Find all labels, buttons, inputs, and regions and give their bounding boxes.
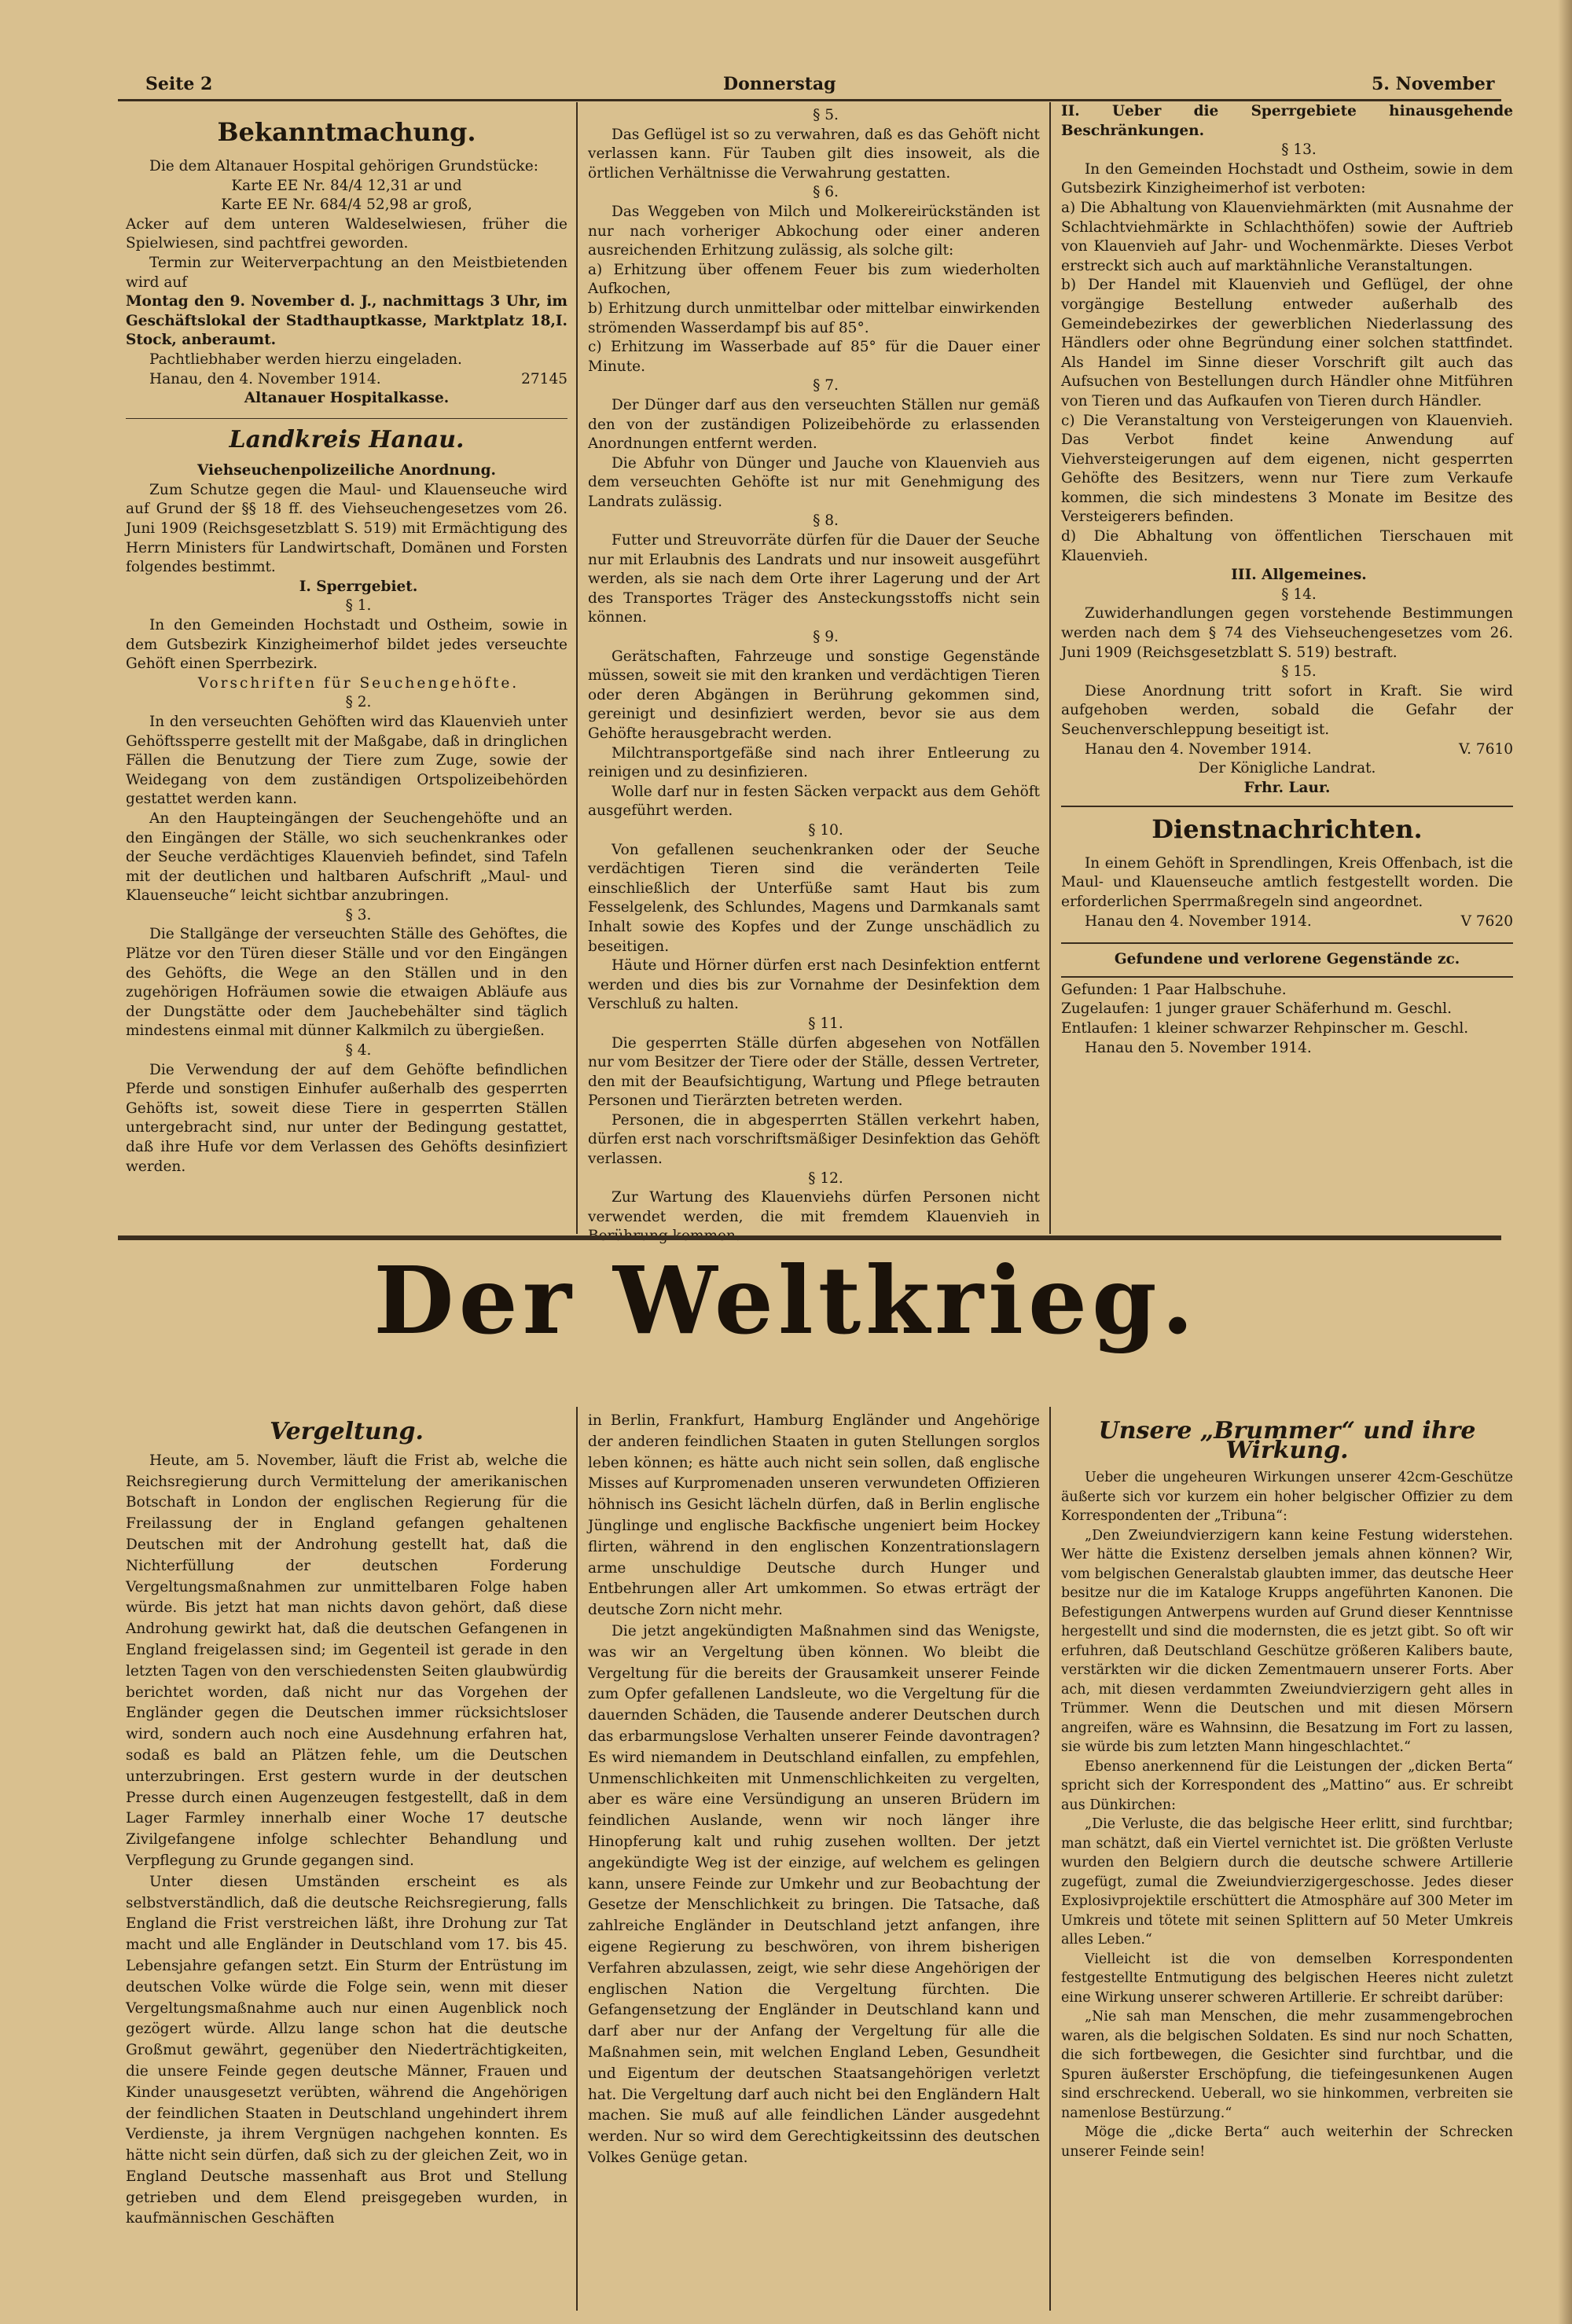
announcement-date: Hanau, den 4. November 1914.	[149, 370, 381, 387]
ordinance-text: Milchtransportgefäße sind nach ihrer Entleerung zu reinigen und zu desinfizieren.	[588, 744, 1040, 781]
lost-found-item: Zugelaufen: 1 junger grauer Schäferhund m. Geschl.	[1061, 1000, 1452, 1018]
ordinance-text: Von gefallenen seuchenkranken oder der Seuche verdächtigen Tieren sind die veränderten Teile einschließlich der Unterfüße samt Haut bis zum Fesselgelenk, des Schlundes, Magens und Darmkanals samt Inhalt sowie des Kopfes und der Zunge unschädlich zu beseitigen.	[588, 841, 1040, 955]
ordinance-text: Gerätschaften, Fahrzeuge und sonstige Gegenstände müssen, soweit sie mit den kranken und verdächtigen Tieren oder deren Abgängen in Berührung gekommen sind, gereinigt und desinfiziert werden, bevor sie aus dem Gehöfte herausgebracht werden.	[588, 648, 1040, 742]
ordinance-text: Häute und Hörner dürfen erst nach Desinfektion entfernt werden und dies bis zur Vornahme der Desinfektion dem Verschluß zu halten.	[588, 957, 1040, 1013]
article-text: Ebenso anerkennend für die Leistungen der „dicken Berta“ spricht sich der Korrespondent des „Mattino“ aus. Er schreibt aus Dünkirchen:	[1061, 1758, 1513, 1813]
ordinance-item: b) Erhitzung durch unmittelbar oder mittelbar einwirkenden strömenden Wasserdampf bis auf 85°.	[588, 299, 1040, 336]
article-text: „Die Verluste, die das belgische Heer erlitt, sind furchtbar; man schätzt, daß ein Viertel vernichtet ist. Die größten Verluste wurden den Belgiern durch die deutsche schwere Artillerie zugefügt, zumal die Zweiundvierzigergeschosse. Jedes dieser Explosivprojektile erschüttert die Atmosphäre auf 300 Meter im Umkreis und tötete mit seinen Splittern auf 50 Meter Umkreis alles Leben.“	[1061, 1816, 1513, 1948]
column-rule	[1049, 102, 1051, 1234]
weekday: Donnerstag	[723, 74, 836, 94]
ordinance-text: In den verseuchten Gehöften wird das Klauenvieh unter Gehöftssperre gestellt mit der Maßgabe, daß in dringlichen Fällen die Benutzung der Tiere zum Zuge, sowie der Weidegang von dem zuständigen Ortspolizeibehörden gestattet werden kann.	[126, 713, 567, 808]
paragraph-number: § 3.	[345, 906, 372, 923]
paragraph-number: § 12.	[808, 1169, 843, 1187]
service-news-title: Dienstnachrichten.	[1151, 813, 1423, 844]
ordinance-text: Die Stallgänge der verseuchten Ställe des Gehöftes, die Plätze vor den Türen dieser Ställe und vor den Eingängen des Gehöfts, die Wege an den Ställen und in den zugehörigen Hofräumen sowie die etwaigen Abläufe aus der Dungstätte oder dem Jauchebehälter sind täglich mindestens einmal mit dünner Kalkmilch zu übergießen.	[126, 926, 567, 1040]
district-title: Landkreis Hanau.	[229, 426, 465, 454]
page-number: Seite 2	[145, 74, 213, 94]
article-title: Vergeltung.	[270, 1418, 424, 1445]
announcement-text: Pachtliebhaber werden hierzu eingeladen.	[149, 351, 462, 368]
ordinance-text: Futter und Streuvorräte dürfen für die Dauer der Seuche nur mit Erlaubnis des Landrats und nur insoweit ausgeführt werden, als sie nach dem Orte ihrer Lagerung und der Art des Transportes Träger des Ansteckungsstoffs nicht sein können.	[588, 532, 1040, 626]
banner-rule	[118, 1235, 1501, 1240]
ordinance-item: a) Die Abhaltung von Klauenviehmärkten (mit Ausnahme der Schlachtviehmärkte in Schlachthöfen) sowie der Auftrieb von Klauenvieh auf Jahr- und Wochenmärkte. Dieses Verbot erstreckt sich auch auf marktähnliche Veranstaltungen.	[1061, 199, 1513, 274]
ordinance-item: a) Erhitzung über offenem Feuer bis zum wiederholten Aufkochen,	[588, 261, 1040, 298]
paragraph-number: § 1.	[345, 597, 372, 615]
ordinance-signature: Der Königliche Landrat.	[1198, 760, 1376, 777]
service-news-text: In einem Gehöft in Sprendlingen, Kreis Offenbach, ist die Maul- und Klauenseuche amtlich festgestellt worden. Die erforderlichen Sperrmaßregeln sind angeordnet.	[1061, 854, 1513, 911]
ordinance-text: Zuwiderhandlungen gegen vorstehende Bestimmungen werden nach dem § 74 des Viehseuchengesetzes vom 26. Juni 1909 (Reichsgesetzblatt S. 519) bestraft.	[1061, 605, 1513, 661]
ordinance-text: Zur Wartung des Klauenviehs dürfen Personen nicht verwendet werden, die mit fremdem Klauenvieh in	[588, 1189, 1040, 1225]
paragraph-number: § 11.	[808, 1015, 843, 1032]
article-text: „Den Zweiundvierzigern kann keine Festung widerstehen. Wer hätte die Existenz derselben jemals ahnen können? Wir, vom belgischen Generalstab glaubten immer, das deutsche Heer besitze nur die im Kataloge Krupps angeführten Kanonen. Die Befestigungen Antwerpens wurden auf Grund dieser Kenntnisse hergestellt und sind die modernsten, die es jetzt gibt. So oft wir erfuhren, daß Deutschland Geschütze größeren Kalibers baute, verstärkten wir die dicken Zementmauern unserer Forts. Aber ach, mit diesen verdammten Zweiundvierzigern geht alles in Trümmer. Wenn die Deutschen und mit diesen Mörsern angreifen, wäre es Wahnsinn, die Besatzung im Fort zu lassen, sie würde bis zum letzten Mann hingeschlachtet.“	[1061, 1527, 1513, 1755]
article-title: Unsere „Brummer“ und ihre Wirkung.	[1098, 1417, 1476, 1464]
article-text: Möge die „dicke Berta“ auch weiterhin der Schrecken unserer Feinde sein!	[1061, 2124, 1513, 2160]
column-1	[126, 110, 567, 1230]
ordinance-text: Der Dünger darf aus den verseuchten Ställen nur gemäß den von der zuständigen Polizeibehörde zu erlassenden Anordnungen entfernt werden.	[588, 396, 1040, 453]
announcement-text: Karte EE Nr. 84/4 12,31 ar und	[231, 177, 462, 194]
column-2	[588, 106, 1040, 1230]
article-text: Ueber die ungeheuren Wirkungen unserer 42cm-Geschütze äußerte sich vor kurzem ein hoher belgischer Offizier zu dem Korrespondenten der „Tribuna“:	[1061, 1470, 1513, 1524]
section-heading: I. Sperrgebiet.	[299, 578, 418, 595]
paragraph-number: § 7.	[813, 377, 839, 395]
paragraph-number: § 5.	[813, 107, 839, 123]
ordinance-text: Personen, die in abgesperrten Ställen verkehrt haben, dürfen erst nach vorschriftsmäßiger Desinfektion das Gehöft verlassen.	[588, 1111, 1040, 1168]
lost-found-title: Gefundene und verlorene Gegenstände zc.	[1114, 951, 1460, 968]
war-column-3	[1061, 1411, 1513, 2315]
paragraph-number: § 15.	[1281, 663, 1317, 681]
ordinance-text: Die Abfuhr von Dünger und Jauche von Klauenvieh aus dem verseuchten Gehöfte ist nur mit Genehmigung des Landrats zulässig.	[588, 454, 1040, 510]
announcement-text: Karte EE Nr. 684/4 52,98 ar groß,	[221, 196, 472, 214]
article-text: „Nie sah man Menschen, die mehr zusammengebrochen waren, als die belgischen Soldaten. Es sind nur noch Schatten, die sich fortbewegen, die Gesichter sind furchtbar, und die Spuren äußerster Erschöpfung, die tiefeingesunkenen Augen sind erschreckend. Ueberall, wo sie hinkommen, verbreiten sie namenlose Bestürzung.“	[1061, 2009, 1513, 2121]
column-rule	[576, 102, 578, 1234]
paragraph-number: § 13.	[1281, 141, 1317, 159]
ordinance-text: In den Gemeinden Hochstadt und Ostheim, sowie in dem Gutsbezirk Kinzigheimerhof ist verboten:	[1061, 160, 1513, 197]
announcement-text: Die dem Altanauer Hospital gehörigen Grundstücke:	[149, 158, 538, 174]
paragraph-number: § 4.	[345, 1042, 372, 1059]
column-rule	[576, 1407, 578, 2311]
section-heading: II. Ueber die Sperrgebiete hinausgehende Beschränkungen.	[1061, 103, 1513, 139]
paragraph-number: § 10.	[808, 821, 843, 839]
announcement-text: Acker auf dem unteren Waldeselwiesen, früher die Spielwiesen, sind pachtfrei geworden.	[126, 215, 567, 252]
issue-date: 5. November	[1372, 74, 1495, 94]
article-text: Heute, am 5. November, läuft die Frist ab, welche die Reichsregierung durch Vermittelung der amerikanischen Botschaft in London der englischen Regierung für die Freilassung der in England gefangen gehaltenen Deutschen mit der Androhung gestellt hat, daß die Nichterfüllung der deutschen Forderung Vergeltungsmaßnahmen zur unmittelbaren Folge haben würde. Bis jetzt hat man nichts davon gehört, daß diese Androhung gewirkt hat, daß die deutschen Gefangenen in England freigelassen sind; im Gegenteil ist gerade in den letzten Tagen von den verschiedensten Seiten glaubwürdig berichtet worden, daß nicht nur das Vorgehen der Engländer gegen die Deutschen immer rücksichtsloser wird, sondern auch noch eine Ausdehnung erfahren hat, sodaß es bald an Plätzen fehle, um die Deutschen unterzubringen. Erst gestern wurde in der deutschen Presse durch einen Augenzeugen festgestellt, daß in dem Lager Farmley innerhalb einer Woche 17 deutsche Zivilgefangene infolge schlechter Behandlung und Verpflegung zu Grunde gegangen sind.	[126, 1452, 567, 1869]
paragraph-number: § 8.	[813, 512, 839, 530]
war-banner-title: Der Weltkrieg.	[373, 1246, 1199, 1355]
ordinance-item: d) Die Abhaltung von öffentlichen Tierschauen mit Klauenvieh.	[1061, 528, 1513, 564]
section-heading: Vorschriften für Seuchengehöfte.	[197, 674, 520, 692]
lost-found-item: Gefunden: 1 Paar Halbschuhe.	[1061, 981, 1287, 998]
ordinance-item: c) Die Veranstaltung von Versteigerungen von Klauenvieh. Das Verbot findet keine Anwendung auf Viehversteigerungen auf dem eigenen, nicht gesperrten Gehöfte des Besitzers, wenn nur Tiere zum Verkaufe kommen, die sich mindestens 3 Monate im Besitze des Versteigerers befinden.	[1061, 412, 1513, 526]
service-news-date: Hanau den 4. November 1914.	[1085, 912, 1312, 930]
announcement-title: Bekanntmachung.	[217, 117, 476, 147]
article-text: Die jetzt angekündigten Maßnahmen sind das Wenigste, was wir an Vergeltung üben können. Wo bleibt die Vergeltung für die bereits der Grausamkeit unserer Feinde zum Opfer gefallenen Landsleute, wo die Vergeltung für die dauernden Schäden, die Tausende anderer Deutschen durch das erbarmungslose Verhalten unserer Feinde davontragen? Es wird niemandem in Deutschland einfallen, zu empfehlen, Unmenschlichkeiten mit Unmenschlichkeiten zu vergelten, aber es wäre eine Versündigung an unseren Brüdern im feindlichen Auslande, wenn wir noch länger ihre Hinopferung kalt und ruhig zusehen wollten. Der jetzt angekündigte Weg ist der einzige, auf welchem es gelingen kann, unsere Feinde zur Umkehr und zur Beobachtung der Gesetze der Menschlichkeit zu bringen. Die Tatsache, daß zahlreiche Engländer in Deutschland jetzt anfangen, ihre eigene Regierung zu beschwören, von ihrem bisherigen Verfahren abzulassen, zeigt, wie sehr diese Angehörigen der englischen Nation die Vergeltung fürchten. Die Gefangensetzung der Engländer in Deutschland kann und darf aber nur der Anfang der Vergeltung für alle die Maßnahmen sein, mit welchen England Leben, Gesundheit und Eigentum der deutschen Staatsangehörigen verletzt hat. Die Vergeltung darf auch nicht bei den Engländern Halt machen. Sie muß auf alle feindlichen Länder ausgedehnt werden. Nur so wird dem Gerechtigkeitssinn des deutschen Volkes Genüge getan.	[588, 1622, 1040, 2166]
running-header	[0, 69, 1572, 101]
article-text: Unter diesen Umständen erscheint es als selbstverständlich, daß die deutsche Reichsregierung, falls England die Frist verstreichen läßt, ihre Drohung zur Tat macht und alle Engländer in Deutschland vom 17. bis 45. Lebensjahre gefangen setzt. Ein Sturm der Entrüstung im deutschen Volke würde die Folge sein, wenn mit dieser Vergeltungsmaßnahme auch nur einen Augenblick noch gezögert würde. Allzu lange schon hat die deutsche Großmut gewährt, gegenüber den Niederträchtigkeiten, die unsere Feinde gegen deutsche Männer, Frauen und Kinder unausgesetzt verübten, während die Angehörigen der feindlichen Staaten in Deutschland ungehindert ihrem Verdienste, ja ihrem Vergnügen nachgehen konnten. Es hätte nicht sein dürfen, daß sich zu der gleichen Zeit, wo in England Deutsche massenhaft aus Brot und Stellung getrieben und dem Elend preisgegeben wurden, in kaufmännischen Geschäften	[126, 1873, 567, 2227]
war-column-2	[588, 1411, 1040, 2315]
header-rule	[118, 99, 1501, 101]
ordinance-text: Die gesperrten Ställe dürfen abgesehen von Notfällen nur vom Besitzer der Tiere oder der Ställe, dessen Vertreter, den mit der Beaufsichtigung, Wartung und Pflege betrauten Personen und Tierärzten betreten werden.	[588, 1034, 1040, 1110]
paragraph-number: § 6.	[813, 184, 839, 201]
ordinance-text: Die Verwendung der auf dem Gehöfte befindlichen Pferde und sonstigen Einhufer außerhalb des gesperrten Gehöfts ist, soweit diese Tiere in gesperrten Ställen untergebracht sind, nur unter der Bedingung gestattet, daß ihre Hufe vor dem Verlassen des Gehöfts desinfiziert werden.	[126, 1061, 567, 1175]
column-rule	[1049, 1407, 1051, 2311]
paragraph-number: § 2.	[345, 694, 372, 711]
ordinance-text: Diese Anordnung tritt sofort in Kraft. Sie wird aufgehoben werden, sobald die Gefahr der Seuchenverschleppung beseitigt ist.	[1061, 682, 1513, 738]
ordinance-number: V. 7610	[1459, 740, 1513, 758]
paragraph-number: § 9.	[813, 629, 839, 646]
announcement-text: Termin zur Weiterverpachtung an den Meistbietenden wird auf	[126, 254, 567, 291]
article-text: Vielleicht ist die von demselben Korrespondenten festgestellte Entmutigung des belgischen Heeres nicht zuletzt eine Wirkung unserer schweren Artillerie. Er schreibt darüber:	[1061, 1951, 1513, 2006]
section-rule	[1061, 806, 1513, 807]
ordinance-item: c) Erhitzung im Wasserbade auf 85° für die Dauer einer Minute.	[588, 339, 1040, 375]
article-text: in Berlin, Frankfurt, Hamburg Engländer und Angehörige der anderen feindlichen Staaten in guten Stellungen sorglos leben können; es hätte auch nicht sein sollen, daß englische Misses auf Kurpromenaden unseren verwundeten Offizieren höhnisch ins Gesicht lächeln dürfen, daß in Berlin englische Jünglinge und englische Backfische ungeniert beim Hockey flirten, während in den englischen Konzentrationslagern arme unschuldige Deutsche durch Hunger und Entbehrungen aller Art umkommen. So etwas erträgt der deutsche Zorn nicht mehr.	[588, 1412, 1040, 1619]
ordinance-text: An den Haupteingängen der Seuchengehöfte und an den Eingängen der Ställe, wo sich seuchenkrankes oder der Seuche verdächtiges Klauenvieh befindet, sind Tafeln mit der deutlichen und haltbaren Aufschrift „Maul- und Klauenseuche“ leicht sichtbar anzubringen.	[126, 810, 567, 905]
announcement-text: Montag den 9. November d. J., nachmittags 3 Uhr, im Geschäftslokal der Stadthauptkasse, Marktplatz 18,I. Stock, anberaumt.	[126, 293, 567, 349]
ordinance-subtitle: Viehseuchenpolizeiliche Anordnung.	[196, 462, 497, 479]
lost-found-item: Entlaufen: 1 kleiner schwarzer Rehpinscher m. Geschl.	[1061, 1020, 1469, 1037]
ordinance-text: In den Gemeinden Hochstadt und Ostheim, sowie in dem Gutsbezirk Kinzigheimerhof bildet jedes verseuchte Gehöft einen Sperrbezirk.	[126, 616, 567, 673]
ordinance-date: Hanau den 4. November 1914.	[1085, 740, 1312, 758]
paragraph-number: § 14.	[1281, 586, 1317, 603]
ordinance-text: Zum Schutze gegen die Maul- und Klauenseuche wird auf Grund der §§ 18 ff. des Viehseuchengesetzes vom 26. Juni 1909 (Reichsgesetzblatt S. 519) mit Ermächtigung des Herrn Ministers für Landwirtschaft, Domänen und Forsten folgendes bestimmt.	[126, 481, 567, 576]
section-rule	[126, 418, 567, 420]
ordinance-signature: Frhr. Laur.	[1243, 779, 1331, 796]
ordinance-text: Das Weggeben von Milch und Molkereirückständen ist nur nach vorheriger Abkochung oder einer anderen ausreichenden Erhitzung zulässig, als solche gilt:	[588, 203, 1040, 259]
war-column-1	[126, 1411, 567, 2315]
ordinance-text: Wolle darf nur in festen Säcken verpackt aus dem Gehöft ausgeführt werden.	[588, 783, 1040, 820]
column-3	[1061, 102, 1513, 1230]
announcement-signature: Altanauer Hospitalkasse.	[244, 390, 450, 407]
lost-found-box	[1061, 942, 1513, 978]
page-edge-shadow	[1558, 0, 1572, 2324]
announcement-number: 27145	[521, 370, 567, 387]
lost-found-date: Hanau den 5. November 1914.	[1085, 1039, 1312, 1056]
service-news-number: V 7620	[1460, 912, 1513, 930]
section-heading: III. Allgemeines.	[1231, 567, 1367, 584]
ordinance-item: b) Der Handel mit Klauenvieh und Geflügel, der ohne vorgängige Bestellung entweder außerhalb des Gemeindebezirkes der gewerblichen Niederlassung des Händlers oder ohne Begründung einer solchen stattfindet. Als Handel im Sinne dieser Vorschrift gilt auch das Aufsuchen von Bestellungen durch Händler ohne Mitführen von Tieren und das Aufkaufen von Tieren durch Händler.	[1061, 277, 1513, 409]
ordinance-text: Das Geflügel ist so zu verwahren, daß es das Gehöft nicht verlassen kann. Für Tauben gilt dies insoweit, als die örtlichen Verhältnisse die Verwahrung gestatten.	[588, 126, 1040, 182]
